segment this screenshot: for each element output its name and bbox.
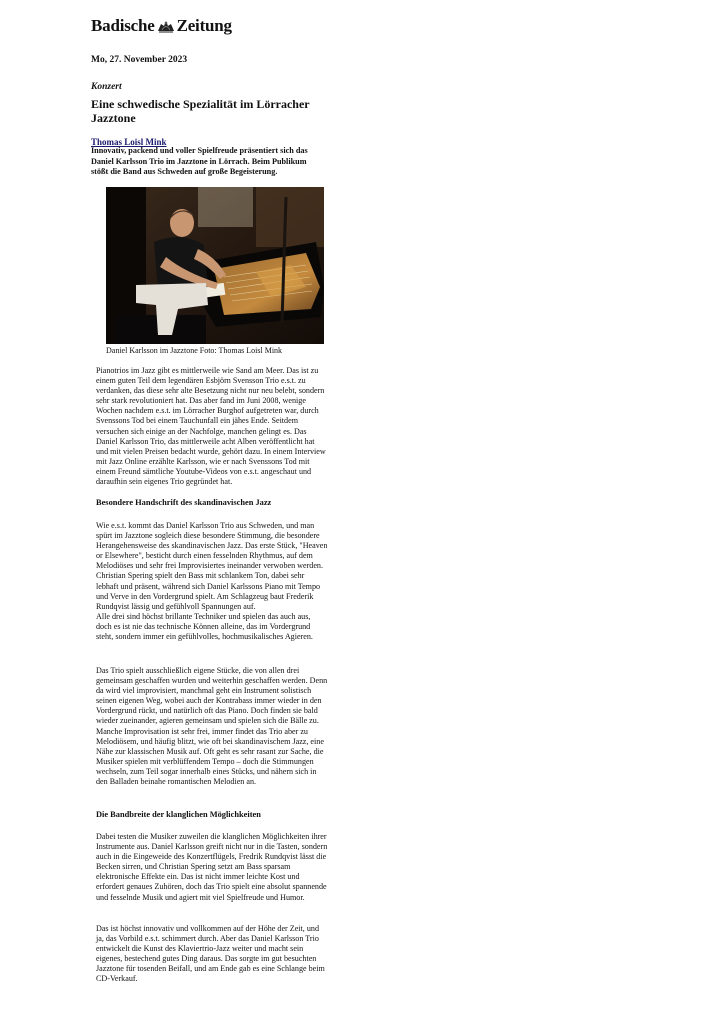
subheading-2: Die Bandbreite der klanglichen Möglichkeiten (96, 810, 261, 819)
photo-caption: Daniel Karlsson im Jazztone Foto: Thomas Loisl Mink (106, 346, 283, 355)
body-paragraph (96, 832, 328, 903)
paragraph-3: Alle drei sind höchst brillante Techniker und spielen das auch aus, doch es ist nie das technische Können alleine, das im Vordergrund steht, sondern immer ein gefühlvolles, hochmusikalisches Agieren. (96, 611, 313, 642)
paragraph-1: Pianotrios im Jazz gibt es mittlerweile wie Sand am Meer. Das ist zu einem guten Teil dem legendären Esbjörn Svensson Trio e.s.t. zu verdanken, das diese sehr alte Besetzung nicht nur neu belebt, sondern sehr stark revolutioniert hat. Das aber fand im Juni 2008, wenige Wochen nachdem e.s.t. im Lörracher Burghof aufgetreten war, durch Svenssons Tod bei einem Tauchunfall ein jähes Ende. Seitdem versuchen sich einige an der Nachfolge, manchen gelingt es. Das Daniel Karlsson Trio, das mittlerweile acht Alben veröffentlicht hat und mit vielen Preisen bedacht wurde, gehört dazu. In einem Interview mit Jazz Online erzählte Karlsson, wie er nach Svenssons Tod mit einem Freund sämtliche Youtube-Videos von e.s.t. angeschaut und daraufhin sein eigenes Trio gegründet hat. (96, 366, 326, 487)
pianist-photo-illustration (106, 187, 324, 344)
paragraph-6: Dabei testen die Musiker zuweilen die klanglichen Möglichkeiten ihrer Instrumente aus. Daniel Karlsson greift nicht nur in die Tasten, sondern auch in die Eingeweide des Konzertflügels, Fredrik Rundqvist lässt die Becken sirren, und Christian Spering setzt am Bass sparsam elektronische Effekte ein. Das ist nicht immer leichte Kost und erfordert genaues Zuhören, doch das Trio spielt eine absolut spannende und fesselnde Musik und agiert mit viel Spielfreude und Humor. (96, 832, 328, 902)
article-headline: Eine schwedische Spezialität im Lörracher Jazztone (91, 97, 310, 125)
article-teaser: Innovativ, packend und voller Spielfreude präsentiert sich das Daniel Karlsson Trio im Jazztone in Lörrach. Beim Publikum stößt die Band aus Schweden auf große Begeisterung. (91, 146, 308, 176)
masthead-left: Badische (91, 16, 155, 35)
paragraph-2: Wie e.s.t. kommt das Daniel Karlsson Trio aus Schweden, und man spürt im Jazztone sogleich diese besondere Stimmung, die besondere Herangehensweise des skandinavischen Jazz. Das erste Stück, "Heaven or Elsewhere", besticht durch einen fesselnden Rhythmus, auf dem Melodiöses und sehr frei Improvisiertes ineinander verwoben werden. Christian Spering spielt den Bass mit schlankem Ton, dabei sehr lebhaft und präsent, während sich Daniel Karlssons Piano mit Tempo und Verve in den Vordergrund spielt. Am Schlagzeug baut Frederik Rundqvist lässig und gefühlvoll Spannungen auf. (96, 521, 328, 611)
masthead-logo (91, 16, 232, 36)
paragraph-4: Das Trio spielt ausschließlich eigene Stücke, die von allen drei gemeinsam geschaffen wurden und weiterhin geschaffen werden. Denn da wird viel improvisiert, manchmal geht ein Instrument solistisch seinen eigenen Weg, wobei auch der Kontrabass immer wieder in den Vordergrund rückt, und natürlich oft das Piano. Doch finden sie bald wieder zueinander, agieren gemeinsam und spielen sich die Bälle zu. (96, 666, 328, 726)
article-photo (106, 187, 324, 344)
body-paragraph (96, 666, 328, 787)
body-paragraph (96, 924, 328, 985)
body-paragraph (96, 521, 328, 642)
subheading-1: Besondere Handschrift des skandinavischen Jazz (96, 498, 272, 507)
body-paragraph (96, 366, 328, 487)
paragraph-7: Das ist höchst innovativ und vollkommen auf der Höhe der Zeit, und ja, das Vorbild e.s.t. schimmert durch. Aber das Daniel Karlsson Trio entwickelt die Kunst des Klaviertrio-Jazz weiter und macht sein eigenes, bestechend gutes Ding daraus. Das sorgte im gut besuchten Jazztone für tosenden Beifall, und am Ende gab es eine Schlange beim CD-Verkauf. (96, 924, 325, 984)
masthead-right: Zeitung (176, 16, 232, 35)
griffin-crest-icon (156, 18, 176, 34)
article-rubric: Konzert (91, 82, 122, 92)
author-link[interactable]: Thomas Loisl Mink (91, 137, 167, 147)
paragraph-5: Manche Improvisation ist sehr frei, immer findet das Trio aber zu Melodiösem, und häufig blitzt, wie oft bei skandinavischem Jazz, eine Nähe zur klassischen Musik auf. Oft geht es sehr rasant zur Sache, die Musiker spielen mit verblüffendem Tempo – doch die Stimmungen wechseln, zum Teil sogar innerhalb eines Stücks, und nähern sich in den Balladen beinahe romantischen Melodien an. (96, 726, 324, 787)
article-date: Mo, 27. November 2023 (91, 55, 188, 65)
